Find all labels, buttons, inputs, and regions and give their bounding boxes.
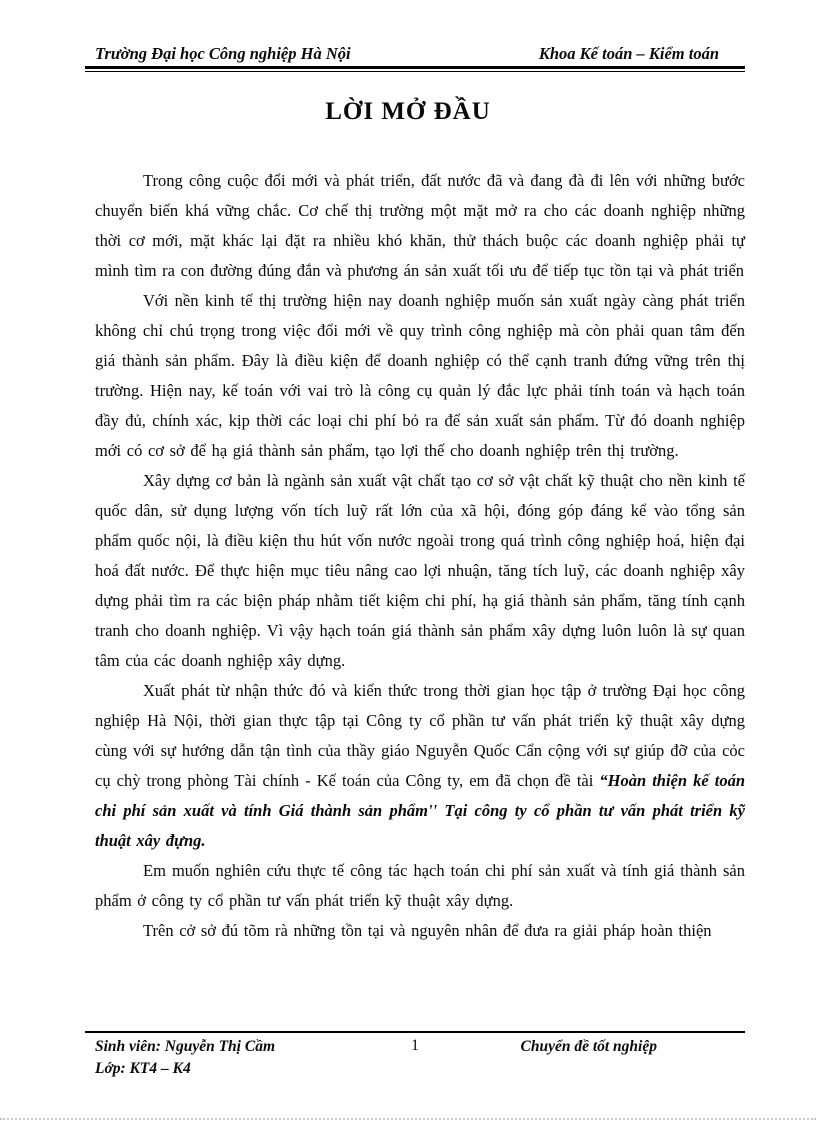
footer-grid [85,1036,745,1080]
header-row [85,44,745,66]
paragraph: Xây dựng cơ bản là ngành sản xuất vật chất tạo cơ sở vật chất kỹ thuật cho nền kinh tế quốc dân, sử dụng lượng vốn tích luỹ rất lớn của xã hội, đóng góp đáng kể vào tổng sản phẩm quốc nội, là điều kiện thu hút vốn nước ngoài trong quá trình công nghiệp hoá, hiện đại hoá đất nước. Để thực hiện mục tiêu nâng cao lợi nhuận, tăng tích luỹ, các doanh nghiệp xây dựng phải tìm ra các biện pháp nhằm tiết kiệm chi phí, hạ giá thành sản phẩm, tăng tính cạnh tranh cho doanh nghiệp. Vì vậy hạch toán giá thành sản phẩm xây dựng luôn luôn là sự quan tâm của các doanh nghiệp xây dựng. [95,471,745,670]
paragraph-with-thesis-title [95,676,745,856]
paragraph-normal-text: Xuất phát từ nhận thức đó và kiến thức trong thời gian học tập ở trường Đại học công nghiệp Hà Nội, thời gian thực tập tại Công ty cổ phần tư vấn phát triển kỹ thuật xây dựng cùng với sự hướng dẫn tận tình của thầy giáo Nguyễn Quốc Cẩn cộng với sự giúp đỡ của cỏc cụ chỳ trong phòng Tài chính - Kế toán của Công ty, em đã chọn đề tài [95,681,745,790]
page-title: LỜI MỞ ĐẦU [325,98,491,125]
footer-doc-type: Chuyển đề tốt nghiệp [520,1038,657,1055]
header-faculty-name: Khoa Kế toán – Kiểm toán [538,44,719,63]
page-footer [85,1031,745,1080]
page-break-line [0,1118,816,1120]
thesis-title-emphasis: “Hoàn thiện kế toán chi phí sản xuất và tính Giá thành sản phẩm'' Tại công ty cổ phần tư vấn phát triển kỹ thuật xây đựng. [95,771,745,850]
header-school-name: Trường Đại học Công nghiệp Hà Nội [95,44,351,63]
paragraph: Trong công cuộc đổi mới và phát triển, đất nước đã và đang đà đi lên với những bước chuyển biến khá vững chắc. Cơ chế thị trường một mặt mở ra cho các doanh nghiệp những thời cơ mới, mặt khác lại đặt ra nhiều khó khăn, thử thách buộc các doanh nghiệp phải tự mình tìm ra con đường đúng đắn và phương án sản xuất tối ưu để tiếp tục tồn tại và phát triển [95,171,745,280]
paragraph: Em muốn nghiên cứu thực tế công tác hạch toán chi phí sản xuất và tính giá thành sản phẩm ở công ty cổ phần tư vấn phát triển kỹ thuật xây dựng. [95,861,745,910]
page-header [85,44,745,72]
footer-page-number: 1 [411,1037,419,1054]
paragraph: Trên cở sở đú tõm rà những tồn tại và nguyên nhân để đưa ra giải pháp hoàn thiện [143,921,712,940]
document-body [95,166,745,946]
footer-left-block [85,1036,411,1080]
footer-class-label: Lớp: KT4 – K4 [95,1060,191,1077]
footer-student-name: Sinh viên: Nguyễn Thị Cầm [95,1038,275,1055]
header-rule [85,66,745,72]
paragraph: Với nền kinh tế thị trường hiện nay doanh nghiệp muốn sản xuất ngày càng phát triển không chỉ chú trọng trong việc đổi mới về quy trình công nghiệp mà còn phải quan tâm đến giá thành sản phẩm. Đây là điều kiện để doanh nghiệp có thể cạnh tranh đứng vững trên thị trường. Hiện nay, kế toán với vai trò là công cụ quản lý đắc lực phải tính toán và hạch toán đầy đủ, chính xác, kịp thời các loại chi phí bỏ ra để sản xuất sản phẩm. Từ đó doanh nghiệp mới có cơ sở để hạ giá thành sản phẩm, tạo lợi thế cho doanh nghiệp trên thị trường. [95,291,745,460]
